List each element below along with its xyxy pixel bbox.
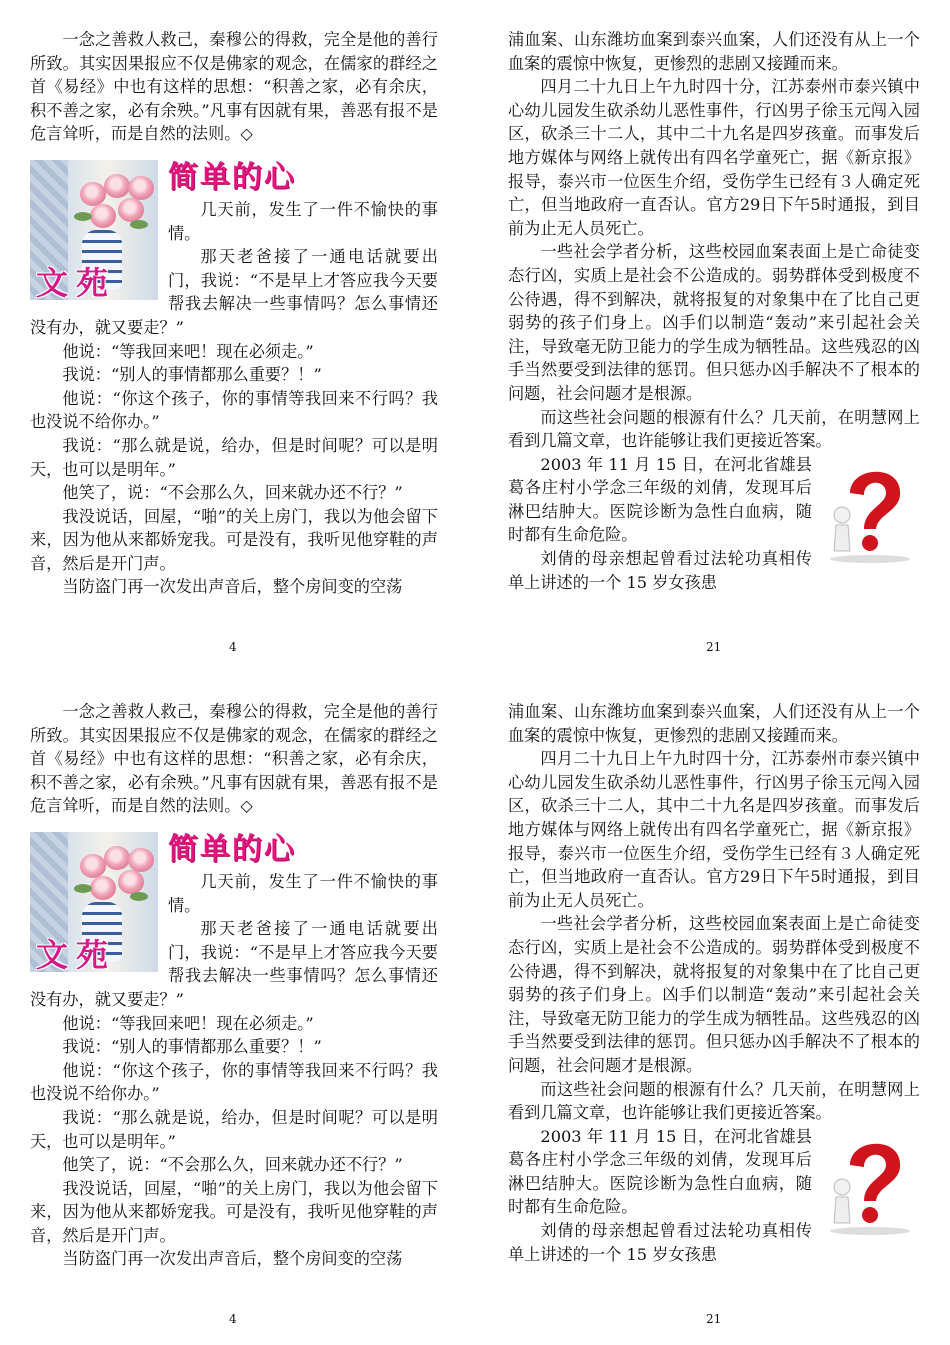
flower-photo [30,160,158,300]
question-mark-figure-icon [820,455,920,565]
article-paragraph: 而这些社会问题的根源有什么？几天前，在明慧网上看到几篇文章，也许能够让我们更接近答案。 [508,407,920,451]
question-mark-figure-icon [820,1127,920,1237]
page-number-right: 21 [706,640,722,654]
spread-bottom [0,672,950,1344]
article-paragraph: 一些社会学者分析，这些校园血案表面上是亡命徒变态行凶，实质上是社会不公造成的。弱势群体受到极度不公待遇，得不到解决，就将报复的对象集中在了比自己更弱势的孩子们身上。凶手们以制造“轰动”来引起社会关注，导致毫无防卫能力的学生成为牺牲品。这些残忍的凶手当然要受到法律的惩罚。但只惩办凶手解决不了根本的问题，社会问题才是根源。 [508,242,920,403]
article-paragraph: 他说：“你这个孩子，你的事情等我回来不行吗？我也没说不给你办。” [30,388,438,432]
article-paragraph: 而这些社会问题的根源有什么？几天前，在明慧网上看到几篇文章，也许能够让我们更接近答案。 [508,1079,920,1123]
section-caption: 文苑 [36,264,117,300]
spread-top [0,0,950,672]
continuation-paragraph: 浦血案、山东潍坊血案到泰兴血案，人们还没有从上一个血案的震惊中恢复，更惨烈的悲剧又接踵而来。 [508,702,920,745]
article-title: 简单的心 [168,831,296,867]
article-paragraph: 他说：“等我回来吧！现在必须走。” [62,341,314,361]
article-paragraph: 四月二十九日上午九时四十分，江苏泰州市泰兴镇中心幼儿园发生砍杀幼儿恶性事件，行凶男子徐玉元闯入园区，砍杀三十二人，其中二十九名是四岁孩童。而事发后地方媒体与网络上就传出有四名学童死亡，据《新京报》报导，泰兴市一位医生介绍，受伤学生已经有３人确定死亡，但当地政府一直否认。官方29日下午5时通报，到目前为止无人员死亡。 [508,77,920,238]
article-paragraph: 当防盗门再一次发出声音后，整个房间变的空荡 [62,577,403,597]
continuation-paragraph: 浦血案、山东潍坊血案到泰兴血案，人们还没有从上一个血案的震惊中恢复，更惨烈的悲剧又接踵而来。 [508,30,920,73]
right-column [508,700,920,1266]
article-paragraph: 他笑了，说：“不会那么久，回来就办还不行？” [62,483,403,503]
intro-paragraph: 一念之善救人救己，秦穆公的得救，完全是他的善行所致。其实因果报应不仅是佛家的观念，在儒家的群经之首《易经》中也有这样的思想：“积善之家，必有余庆，积不善之家，必有余殃。”凡事有因就有果，善恶有报不是危言耸听，而是自然的法则。◇ [30,702,438,816]
flower-photo [30,832,158,972]
page-number-left: 4 [229,1312,237,1326]
article-paragraph: 那天老爸接了一通电话就要出门，我说：“不是早上才答应我今天要帮我去解决一些事情吗？怎么事情还没有办，就又要走？” [30,919,438,1009]
article-paragraph: 2003 年 11 月 15 日，在河北省雄县葛各庄村小学念三年级的刘倩，发现耳后淋巴结肿大。医院诊断为急性白血病，随时都有生命危险。 [508,1126,812,1217]
article-paragraph: 那天老爸接了一通电话就要出门，我说：“不是早上才答应我今天要帮我去解决一些事情吗？怎么事情还没有办，就又要走？” [30,247,438,337]
article-paragraph: 我没说话，回屋，“啪”的关上房门，我以为他会留下来，因为他从来都娇宠我。可是没有，我听见他穿鞋的声音，然后是开门声。 [30,1178,438,1245]
article-paragraph: 我说：“别人的事情都那么重要？！” [62,1037,322,1057]
article-paragraph: 我没说话，回屋，“啪”的关上房门，我以为他会留下来，因为他从来都娇宠我。可是没有，我听见他穿鞋的声音，然后是开门声。 [30,506,438,573]
article-paragraph: 我说：“别人的事情都那么重要？！” [62,365,322,385]
article-paragraph: 几天前，发生了一件不愉快的事情。 [168,871,438,915]
article-paragraph: 他说：“等我回来吧！现在必须走。” [62,1013,314,1033]
article-paragraph: 我说：“那么就是说，给办，但是时间呢？可以是明天，也可以是明年。” [30,435,438,479]
section-caption: 文苑 [36,936,117,972]
article-paragraph: 2003 年 11 月 15 日，在河北省雄县葛各庄村小学念三年级的刘倩，发现耳后淋巴结肿大。医院诊断为急性白血病，随时都有生命危险。 [508,454,812,545]
right-column [508,28,920,594]
intro-paragraph: 一念之善救人救己，秦穆公的得救，完全是他的善行所致。其实因果报应不仅是佛家的观念，在儒家的群经之首《易经》中也有这样的思想：“积善之家，必有余庆，积不善之家，必有余殃。”凡事有因就有果，善恶有报不是危言耸听，而是自然的法则。◇ [30,30,438,144]
article-paragraph: 当防盗门再一次发出声音后，整个房间变的空荡 [62,1249,403,1269]
article-paragraph: 我说：“那么就是说，给办，但是时间呢？可以是明天，也可以是明年。” [30,1107,438,1151]
left-column [30,700,438,1271]
article-paragraph: 一些社会学者分析，这些校园血案表面上是亡命徒变态行凶，实质上是社会不公造成的。弱势群体受到极度不公待遇，得不到解决，就将报复的对象集中在了比自己更弱势的孩子们身上。凶手们以制造“轰动”来引起社会关注，导致毫无防卫能力的学生成为牺牲品。这些残忍的凶手当然要受到法律的惩罚。但只惩办凶手解决不了根本的问题，社会问题才是根源。 [508,914,920,1075]
article-paragraph: 几天前，发生了一件不愉快的事情。 [168,199,438,243]
left-column [30,28,438,599]
page-number-left: 4 [229,640,237,654]
article-paragraph: 四月二十九日上午九时四十分，江苏泰州市泰兴镇中心幼儿园发生砍杀幼儿恶性事件，行凶男子徐玉元闯入园区，砍杀三十二人，其中二十九名是四岁孩童。而事发后地方媒体与网络上就传出有四名学童死亡，据《新京报》报导，泰兴市一位医生介绍，受伤学生已经有３人确定死亡，但当地政府一直否认。官方29日下午5时通报，到目前为止无人员死亡。 [508,749,920,910]
article-paragraph: 他笑了，说：“不会那么久，回来就办还不行？” [62,1155,403,1175]
article-paragraph: 刘倩的母亲想起曾看过法轮功真相传单上讲述的一个 15 岁女孩患 [508,549,812,592]
article-paragraph: 他说：“你这个孩子，你的事情等我回来不行吗？我也没说不给你办。” [30,1060,438,1104]
article-title: 简单的心 [168,159,296,195]
page-number-right: 21 [706,1312,722,1326]
article-paragraph: 刘倩的母亲想起曾看过法轮功真相传单上讲述的一个 15 岁女孩患 [508,1221,812,1264]
